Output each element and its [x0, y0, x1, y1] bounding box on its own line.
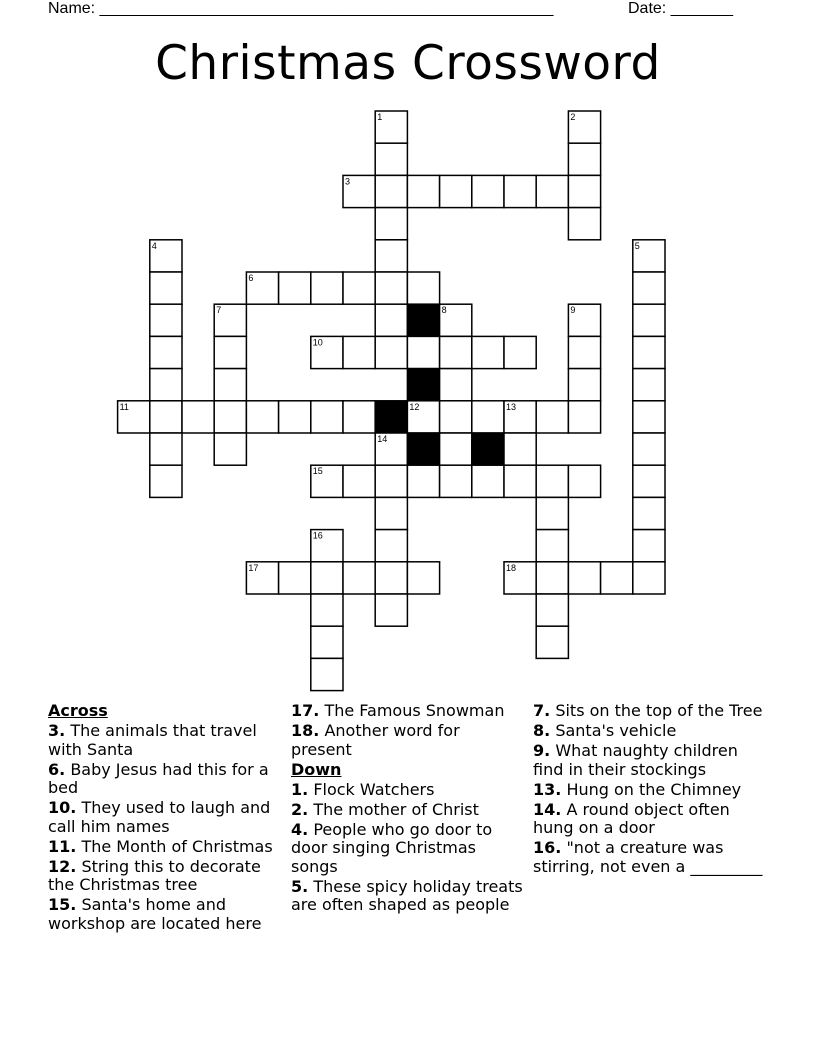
grid-cell[interactable]: [440, 369, 472, 401]
grid-cell[interactable]: [375, 272, 407, 304]
grid-cell[interactable]: [311, 401, 343, 433]
clue-across-15: 15. Santa's home and workshop are located here: [48, 895, 262, 933]
grid-cell[interactable]: [440, 433, 472, 465]
grid-cell[interactable]: [214, 336, 246, 368]
grid-cell[interactable]: [150, 465, 182, 497]
grid-cell[interactable]: [601, 562, 633, 594]
grid-cell[interactable]: [568, 562, 600, 594]
clue-number: 14: [377, 434, 388, 444]
clue-number: 11: [119, 401, 129, 412]
grid-block: [472, 433, 504, 465]
clue-across-6: 6. Baby Jesus had this for a bed: [48, 759, 269, 797]
clue-down-7: 7. Sits on the top of the Tree: [533, 701, 763, 720]
clue-number: 8: [441, 305, 447, 316]
grid-cell[interactable]: [375, 465, 407, 497]
grid-cell[interactable]: [633, 562, 665, 594]
clue-number: 3: [345, 176, 351, 187]
clue-across-18: 18. Another word for present: [291, 721, 460, 759]
grid-cell[interactable]: [633, 369, 665, 401]
grid-cell[interactable]: [150, 369, 182, 401]
grid-cell[interactable]: [375, 240, 407, 272]
grid-cell[interactable]: [407, 272, 439, 304]
grid-cell[interactable]: [568, 175, 600, 207]
grid-cell[interactable]: [150, 336, 182, 368]
grid-cell[interactable]: [279, 562, 311, 594]
grid-cell[interactable]: [568, 401, 600, 433]
clue-across-10: 10. They used to laugh and call him names: [48, 798, 271, 836]
grid-cell[interactable]: [214, 401, 246, 433]
grid-cell[interactable]: [536, 465, 568, 497]
grid-cell[interactable]: [536, 401, 568, 433]
grid-cell[interactable]: [311, 562, 343, 594]
grid-cell[interactable]: [472, 175, 504, 207]
grid-cell[interactable]: [150, 401, 182, 433]
grid-cell[interactable]: [568, 143, 600, 175]
grid-cell[interactable]: [375, 594, 407, 626]
clue-down-14: 14. A round object often hung on a door: [533, 799, 730, 837]
grid-cell[interactable]: [407, 562, 439, 594]
clue-number: 2: [570, 112, 576, 122]
grid-cell[interactable]: [214, 369, 246, 401]
grid-cell[interactable]: [150, 304, 182, 336]
clue-down-8: 8. Santa's vehicle: [533, 721, 677, 740]
grid-cell[interactable]: [375, 530, 407, 562]
clue-down-4: 4. People who go door to door singing Christmas songs: [291, 819, 493, 876]
clue-across-11: 11. The Month of Christmas: [48, 836, 273, 856]
grid-cell[interactable]: [375, 562, 407, 594]
grid-cell[interactable]: [504, 175, 536, 207]
grid-cell[interactable]: [343, 272, 375, 304]
clue-number: 13: [506, 401, 517, 412]
grid-cell[interactable]: [568, 369, 600, 401]
clue-across-17: 17. The Famous Snowman: [291, 701, 505, 720]
grid-cell[interactable]: [375, 143, 407, 175]
grid-cell[interactable]: [375, 304, 407, 336]
grid-cell[interactable]: [246, 401, 278, 433]
clue-number: 7: [216, 305, 222, 316]
grid-cell[interactable]: [633, 497, 665, 529]
grid-cell[interactable]: [407, 465, 439, 497]
clue-number: 6: [248, 273, 254, 283]
clue-number: 5: [634, 240, 640, 251]
clues-column-3: [533, 702, 765, 878]
grid-cell[interactable]: [440, 336, 472, 368]
grid-cell[interactable]: [536, 594, 568, 626]
grid-cell[interactable]: [633, 304, 665, 336]
clue-down-1: 1. Flock Watchers: [291, 779, 435, 799]
grid-cell[interactable]: [472, 336, 504, 368]
clue-down-2: 2. The mother of Christ: [291, 799, 479, 819]
date-field-label[interactable]: Date: _______: [628, 0, 733, 17]
clue-across-3: 3. The animals that travel with Santa: [48, 721, 257, 759]
grid-cell[interactable]: [182, 401, 214, 433]
clue-number: 17: [248, 562, 259, 573]
grid-block: [407, 433, 439, 465]
grid-block: [375, 401, 407, 433]
grid-cell[interactable]: [375, 336, 407, 368]
grid-cell[interactable]: [375, 497, 407, 529]
grid-cell[interactable]: [504, 336, 536, 368]
clue-number: 18: [506, 562, 517, 573]
grid-cell[interactable]: [633, 530, 665, 562]
clue-down-13: 13. Hung on the Chimney: [533, 779, 742, 799]
grid-cell[interactable]: [568, 336, 600, 368]
clues-column-2: [291, 702, 523, 916]
page-title: Christmas Crossword: [155, 36, 661, 91]
grid-block: [407, 369, 439, 401]
clue-number: 10: [312, 337, 323, 348]
clue-number: 15: [312, 466, 323, 477]
clue-across-12: 12. String this to decorate the Christmas tree: [48, 856, 261, 894]
down-heading: Down: [291, 759, 342, 779]
grid-cell[interactable]: [536, 175, 568, 207]
grid-cell[interactable]: [375, 175, 407, 207]
grid-cell[interactable]: [311, 594, 343, 626]
clue-number: 12: [409, 401, 420, 412]
clue-down-9: 9. What naughty children find in their stockings: [533, 741, 738, 779]
grid-cell[interactable]: [343, 562, 375, 594]
grid-cell[interactable]: [504, 433, 536, 465]
grid-cell[interactable]: [568, 208, 600, 240]
grid-cell[interactable]: [279, 272, 311, 304]
grid-cell[interactable]: [633, 272, 665, 304]
grid-cell[interactable]: [214, 433, 246, 465]
clue-down-16: 16. "not a creature was stirring, not even a _________: [533, 838, 763, 876]
grid-cell[interactable]: [568, 465, 600, 497]
grid-cell[interactable]: [407, 175, 439, 207]
name-field-label[interactable]: Name: ___________________________________________________: [48, 0, 554, 17]
grid-cell[interactable]: [343, 465, 375, 497]
clue-number: 9: [570, 305, 576, 316]
across-heading: Across: [48, 701, 108, 720]
grid-cell[interactable]: [311, 272, 343, 304]
grid-cell[interactable]: [407, 336, 439, 368]
grid-cell[interactable]: [536, 497, 568, 529]
grid-cell[interactable]: [279, 401, 311, 433]
clues-column-1: [48, 702, 280, 935]
clue-number: 4: [151, 240, 157, 251]
grid-cell[interactable]: [343, 401, 375, 433]
grid-cell[interactable]: [311, 658, 343, 690]
clue-number: 1: [377, 112, 383, 122]
grid-cell[interactable]: [633, 401, 665, 433]
grid-cell[interactable]: [375, 208, 407, 240]
grid-cell[interactable]: [343, 336, 375, 368]
grid-cell[interactable]: [472, 401, 504, 433]
grid-cell[interactable]: [633, 465, 665, 497]
grid-cell[interactable]: [633, 433, 665, 465]
grid-cell[interactable]: [536, 626, 568, 658]
grid-block: [407, 304, 439, 336]
grid-cell[interactable]: [440, 465, 472, 497]
grid-cell[interactable]: [633, 336, 665, 368]
clue-down-5: 5. These spicy holiday treats are often shaped as people: [291, 876, 523, 914]
grid-cell[interactable]: [150, 433, 182, 465]
grid-cell[interactable]: [536, 530, 568, 562]
grid-cell[interactable]: [150, 272, 182, 304]
grid-cell[interactable]: [504, 465, 536, 497]
grid-cell[interactable]: [440, 175, 472, 207]
clue-number: 16: [312, 530, 323, 541]
grid-cell[interactable]: [440, 401, 472, 433]
grid-cell[interactable]: [311, 626, 343, 658]
grid-cell[interactable]: [536, 562, 568, 594]
grid-cell[interactable]: [472, 465, 504, 497]
